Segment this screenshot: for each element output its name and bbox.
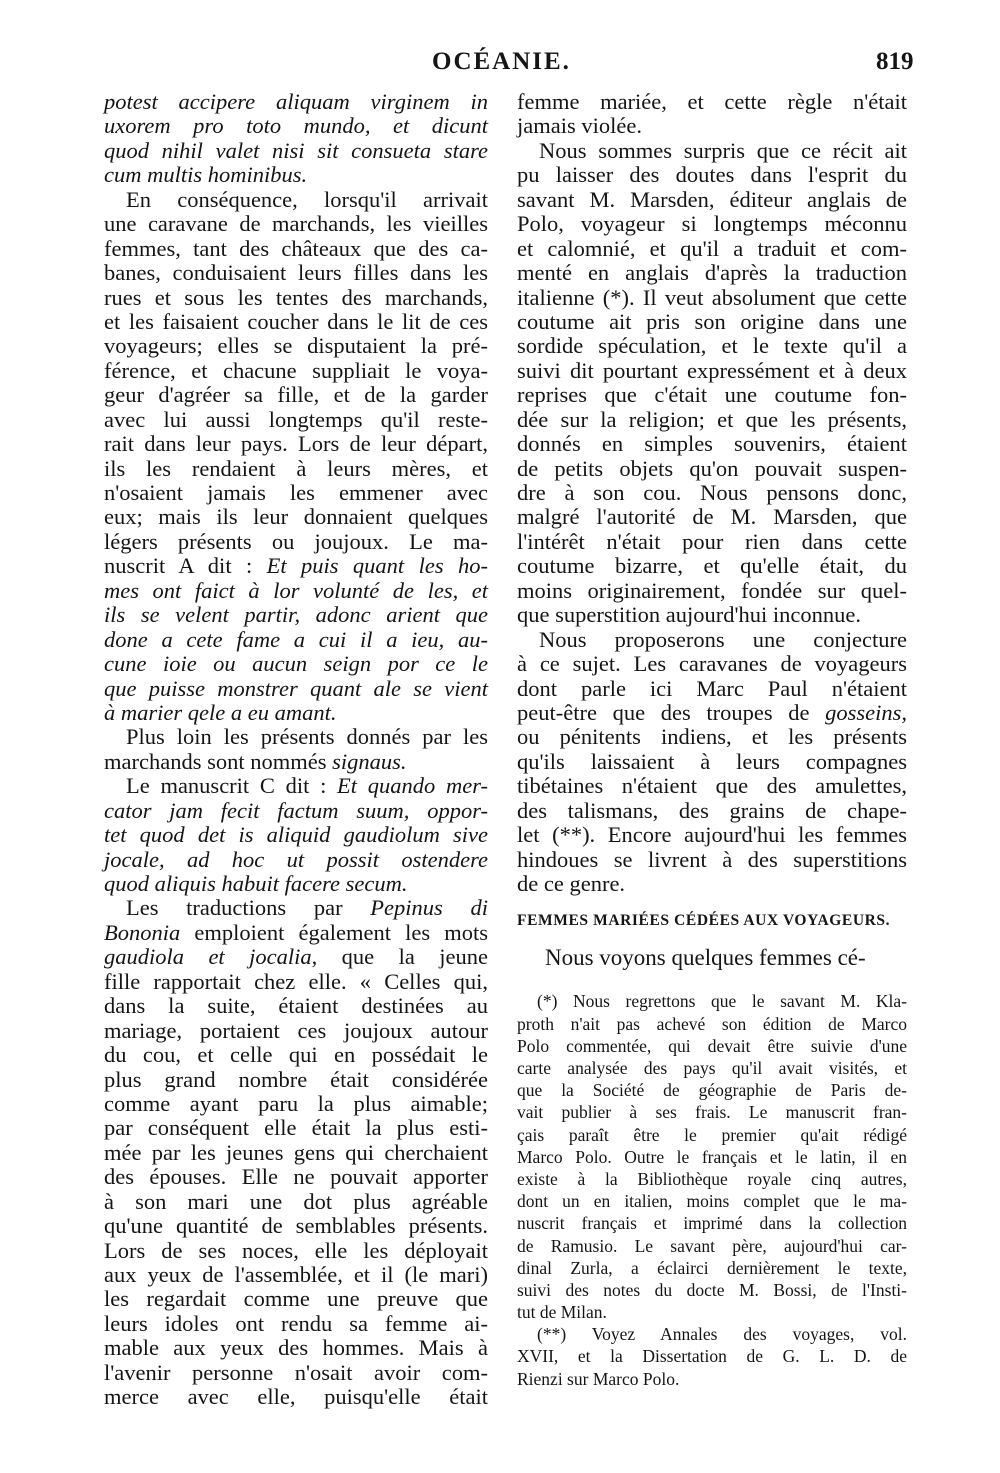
text-line: femmes, tant des châteaux que des ca- [104,235,488,261]
running-title: OCÉANIE. [432,48,571,75]
text-line: tet quod det is aliquid gaudiolum sive [104,822,488,848]
roman-text: Le manuscrit C dit : [126,773,338,799]
text-line: Lors de ses noces, elle les déployait [104,1237,488,1263]
text-line: Nous sommes surpris que ce récit ait [539,137,907,163]
italic-text: Et quando mer- [337,773,489,799]
text-line: légers présents ou joujoux. Le ma- [104,528,488,554]
text-line: mable aux yeux des hommes. Mais à [104,1335,488,1361]
text-line [517,701,907,725]
text-line: reprises que c'était une coutume fon- [517,382,907,408]
text-line: des épouses. Elle ne pouvait apporter [104,1164,488,1190]
right-column [517,90,907,1390]
text-line: plus grand nombre était considérée [104,1066,488,1092]
text-line: voyageurs; elles se disputaient la pré- [104,333,488,359]
text-line: banes, conduisaient leurs filles dans les [104,260,488,286]
text-line: coutume ait pris son origine dans une [517,308,907,334]
text-line: dée sur la religion; et que les présents, [517,406,907,432]
text-line: avec lui aussi longtemps qu'il reste- [104,406,488,432]
italic-text: gaudiola et jocalia [104,944,312,970]
footnote-line: proth n'ait pas achevé son édition de Marco [517,1013,907,1034]
text-line: rait dans leur pays. Lors de leur départ, [104,431,488,457]
text-line: malgré l'autorité de M. Marsden, que [517,504,907,530]
page-number: 819 [876,48,914,75]
text-line: qu'une quantité de semblables présents. [104,1213,488,1239]
text-line: menté en anglais d'après la traduction [517,260,907,286]
footnote-line: Polo commentée, qui devait être suivie d'une [517,1035,907,1056]
text-line: et les faisaient coucher dans le lit de ces [104,308,488,334]
text-line: à son mari une dot plus agréable [104,1188,488,1214]
roman-text: emploient également les mots [180,919,488,945]
section-lead-text: Nous voyons quelques femmes cé- [545,945,866,971]
text-line: et calomnié, et qu'il a traduit et com- [517,235,907,261]
text-line: suivi dit pourtant expressément et à deux [517,357,907,383]
text-line: italienne (*). Il veut absolument que cette [517,284,907,310]
text-line: geur d'agréer sa fille, et de la garder [104,382,488,408]
text-line: qu'ils laissaient à leurs compagnes [517,748,907,774]
text-line: sordide spéculation, et le texte qu'il a [517,333,907,359]
text-line: En conséquence, lorsqu'il arrivait [126,186,488,212]
footnote-line: dinal Zurla, a éclairci dernièrement le texte, [517,1257,907,1278]
text-line: mée par les jeunes gens qui cherchaient [104,1139,488,1165]
text-line: savant M. Marsden, éditeur anglais de [517,186,907,212]
text-line: coutume bizarre, et qu'elle était, du [517,553,907,579]
footnote-line: dont un en italien, moins complet que le ma- [517,1191,907,1212]
footnote-line: carte analysée des pays qu'il avait visités, et [517,1058,907,1078]
text-line [104,896,488,920]
text-line: dont parle ici Marc Paul n'étaient [517,675,907,701]
left-column [104,90,488,1410]
footnote-line: que la Société de géographie de Paris de- [517,1080,907,1101]
text-line: cum multis hominibus. [104,162,308,188]
page-header [0,44,1000,84]
text-line: l'intérêt n'était pour rien dans cette [517,528,907,554]
footnote-line: existe à la Bibliothèque royale cinq autres, [517,1168,907,1189]
text-line [104,750,488,774]
text-line: jamais violée. [517,113,642,139]
text-line: let (**). Encore aujourd'hui les femmes [517,822,907,848]
text-line: aux yeux de l'assemblée, et il (le mari) [104,1262,488,1287]
text-line: done a cete fame a cui il a ieu, au- [104,626,488,652]
text-line: uxorem pro toto mundo, et dicunt [104,113,488,139]
text-line: par conséquent elle était la plus esti- [104,1115,488,1141]
text-line: cune ioie ou aucun seign por ce le [104,651,488,677]
text-line: eux; mais ils leur donnaient quelques [104,504,488,530]
footnote-line: (**) Voyez Annales des voyages, vol. [537,1324,907,1345]
text-line [104,554,488,578]
text-line: hindoues se livrent à des superstitions [517,846,907,872]
footnote-line: çais paraît être le premier qu'ait rédigé [517,1124,907,1145]
text-line: quod aliquis habuit facere secum. [104,871,408,896]
text-line: dans la suite, étaient destinées au [104,993,488,1019]
footnote-line: tut de Milan. [517,1302,607,1323]
text-line: les regardait comme une preuve que [104,1286,488,1312]
text-line: pu laisser des doutes dans l'esprit du [517,162,907,188]
text-line: de petits objets qu'on pouvait suspen- [517,455,907,481]
footnote-line: de Ramusio. Le savant père, aujourd'hui car- [517,1235,907,1256]
footnote-line: Rienzi sur Marco Polo. [517,1368,680,1389]
text-line: leurs idoles ont rendu sa femme ai- [104,1310,488,1336]
text-line: du cou, et celle qui en possédait le [104,1042,488,1068]
footnote-line: vait publier à ses frais. Le manuscrit fran- [517,1102,907,1123]
text-line: férence, et chacune suppliait le voya- [104,357,488,383]
text-line: ils se velent partir, adonc arient que [104,602,488,628]
text-line: que puisse monstrer quant ale se vient [104,675,488,701]
italic-text: gosseins, [825,699,907,725]
footnotes [517,990,907,1389]
italic-text: Bononia [104,919,181,945]
text-line: potest accipere aliquam virginem in [104,89,488,114]
text-line: rues et sous les tentes des marchands, [104,284,488,310]
right-column-body [517,90,907,896]
text-line: n'osaient jamais les emmener avec [104,480,488,505]
text-line: Polo, voyageur si longtemps méconnu [517,211,907,237]
text-line: femme mariée, et cette règle n'était [517,89,907,114]
footnote-line: nuscrit français et imprimé dans la collection [517,1213,907,1234]
italic-text: Et puis quant les ho- [266,553,488,579]
text-line: de ce genre. [517,871,626,896]
footnote-line: suivi des notes du docte M. Bossi, de l'Insti- [517,1279,907,1300]
text-line: donnés en simples souvenirs, étaient [517,431,907,457]
text-line: mariage, portaient ces joujoux autour [104,1017,488,1043]
text-line: moins originairement, fondée sur quel- [517,577,907,603]
text-line: à marier qele a eu amant. [104,699,337,725]
text-line: fille rapportait chez elle. « Celles qui, [104,968,488,994]
text-line: dre à son cou. Nous pensons donc, [517,480,907,505]
italic-text: Pepinus di [370,895,488,921]
text-line: tibétaines n'étaient que des amulettes, [517,773,907,799]
text-line: à ce sujet. Les caravanes de voyageurs [517,651,907,677]
section-heading: FEMMES MARIÉES CÉDÉES AUX VOYAGEURS. [517,912,891,930]
roman-text: nuscrit A dit : [104,553,267,579]
roman-text: , que la jeune [311,944,488,970]
footnote-line: (*) Nous regrettons que le savant M. Kla- [537,991,907,1012]
roman-text: marchands sont nommés [104,748,333,774]
text-line: ou pénitents indiens, et les présents [517,724,907,750]
text-line: quod nihil valet nisi sit consueta stare [104,137,488,163]
text-line [104,774,488,798]
text-line: Plus loin les présents donnés par les [126,724,488,750]
italic-text: signaus. [332,748,407,774]
text-line: ils les rendaient à leurs mères, et [104,455,488,481]
text-line: Nous proposerons une conjecture [539,626,907,652]
text-line: merce avec elle, puisqu'elle était [104,1384,488,1410]
text-line: des talismans, des grains de chape- [517,797,907,823]
text-line: cator jam fecit factum suum, oppor- [104,797,488,823]
roman-text: peut-être que des troupes de [517,699,826,725]
roman-text: Les traductions par [126,895,371,921]
text-line: comme ayant paru la plus aimable; [104,1090,488,1116]
footnote-line: Marco Polo. Outre le français et le latin, il en [517,1146,907,1167]
text-line: jocale, ad hoc ut possit ostendere [104,846,488,872]
text-line: l'avenir personne n'osait avoir com- [104,1359,488,1385]
text-line [104,945,488,969]
text-line [104,921,488,945]
footnote-line: XVII, et la Dissertation de G. L. D. de [517,1346,907,1367]
text-line: mes ont faict à lor volunté de les, et [104,577,488,603]
text-line: une caravane de marchands, les vieilles [104,211,488,237]
text-line: que superstition aujourd'hui inconnue. [517,602,861,628]
